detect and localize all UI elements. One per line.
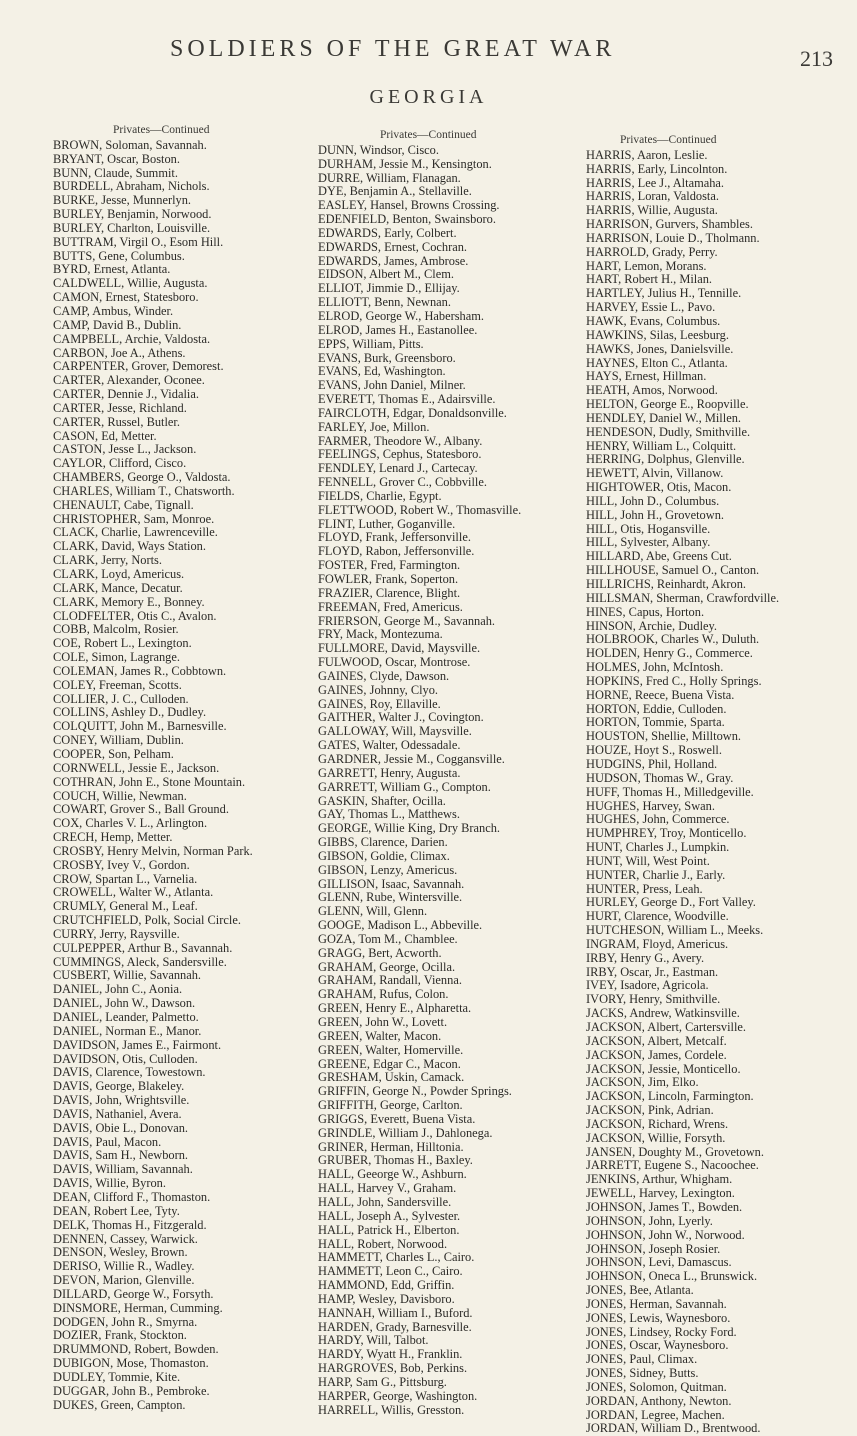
roster-entry: JACKSON, Albert, Cartersville. — [586, 1020, 747, 1034]
roster-entry: JONES, Solomon, Quitman. — [586, 1379, 727, 1394]
roster-entry: HOPKINS, Fred C., Holly Springs. — [586, 673, 762, 688]
roster-entry: GRIFFIN, George N., Powder Springs. — [318, 1084, 512, 1099]
roster-entry: HUNT, Will, West Point. — [586, 853, 710, 868]
roster-entry: HALL, Harvey V., Graham. — [318, 1181, 457, 1196]
column-1 — [53, 124, 323, 1412]
roster-entry: EPPS, William, Pitts. — [318, 336, 424, 351]
roster-entry: HENDESON, Dudly, Smithville. — [586, 424, 751, 439]
roster-entry: CAYLOR, Clifford, Cisco. — [53, 456, 187, 471]
roster-entry: HAMMETT, Charles L., Cairo. — [318, 1250, 475, 1265]
roster-entry: GREEN, Walter, Homerville. — [318, 1042, 464, 1057]
roster-entry: DANIEL, John C., Aonia. — [53, 982, 183, 997]
roster-entry: GAINES, Johnny, Clyo. — [318, 682, 439, 697]
roster-entry: JACKSON, Richard, Wrens. — [586, 1116, 729, 1131]
roster-entry: HUGHES, John, Commerce. — [586, 812, 730, 827]
roster-entry: ELROD, George W., Habersham. — [318, 308, 484, 323]
roster-entry: HARROLD, Grady, Perry. — [586, 244, 718, 259]
roster-entry: HOUSTON, Shellie, Milltown. — [586, 729, 742, 744]
roster-entry: COLEY, Freeman, Scotts. — [53, 677, 182, 692]
roster-entry: DILLARD, George W., Forsyth. — [53, 1286, 214, 1301]
roster-entry: HARP, Sam G., Pittsburg. — [318, 1374, 447, 1389]
roster-entry: DELK, Thomas H., Fitzgerald. — [53, 1217, 207, 1232]
roster-entry: FOWLER, Frank, Soperton. — [318, 572, 459, 586]
roster-entry: GILLISON, Isaac, Savannah. — [318, 876, 465, 891]
roster-entry: DURRE, William, Flanagan. — [318, 170, 461, 185]
roster-entry: HALL, Geeorge W., Ashburn. — [318, 1167, 467, 1182]
roster-entry: CHARLES, William T., Chatsworth. — [53, 483, 235, 498]
entry-list — [586, 149, 856, 1436]
roster-entry: HOLDEN, Henry G., Commerce. — [586, 646, 753, 661]
roster-entry: BURLEY, Charlton, Louisville. — [53, 220, 211, 235]
roster-entry: JENKINS, Arthur, Whigham. — [586, 1172, 733, 1187]
roster-entry: CRUMLY, General M., Leaf. — [53, 899, 198, 914]
roster-entry: JONES, Paul, Climax. — [586, 1352, 698, 1367]
roster-entry: HUTCHESON, William L., Meeks. — [586, 923, 764, 938]
roster-entry: HANNAH, William I., Buford. — [318, 1305, 473, 1320]
roster-entry: DANIEL, Norman E., Manor. — [53, 1023, 202, 1038]
roster-entry: DAVIS, William, Savannah. — [53, 1162, 193, 1177]
roster-entry: JACKSON, James, Cordele. — [586, 1047, 727, 1062]
page-number: 213 — [800, 46, 833, 71]
column-heading: Privates—Continued — [113, 124, 210, 136]
entry-list — [318, 144, 588, 1418]
roster-entry: CASTON, Jesse L., Jackson. — [53, 442, 197, 457]
roster-entry: DINSMORE, Herman, Cumming. — [53, 1300, 223, 1315]
roster-entry: CRECH, Hemp, Metter. — [53, 830, 173, 845]
roster-entry: HARRISON, Gurvers, Shambles. — [586, 217, 753, 232]
roster-entry: CHRISTOPHER, Sam, Monroe. — [53, 511, 215, 526]
roster-entry: HENDLEY, Daniel W., Millen. — [586, 410, 741, 425]
roster-entry: CAMPBELL, Archie, Valdosta. — [53, 331, 211, 346]
roster-entry: HAMP, Wesley, Davisboro. — [318, 1291, 455, 1306]
roster-entry: GRINER, Herman, Hilltonia. — [318, 1139, 464, 1154]
roster-entry: EVANS, Burk, Greensboro. — [318, 350, 456, 365]
roster-entry: GRINDLE, William J., Dahlonega. — [318, 1125, 493, 1140]
roster-entry: FARLEY, Joe, Millon. — [318, 419, 430, 434]
roster-entry: JOHNSON, John W., Norwood. — [586, 1227, 745, 1242]
roster-entry: FENDLEY, Lenard J., Cartecay. — [318, 461, 478, 476]
roster-entry: EDWARDS, Early, Colbert. — [318, 225, 457, 240]
roster-entry: DEVON, Marion, Glenville. — [53, 1273, 195, 1288]
roster-entry: JACKS, Andrew, Watkinsville. — [586, 1006, 740, 1021]
roster-entry: FOSTER, Fred, Farmington. — [318, 558, 461, 573]
roster-entry: JONES, Oscar, Waynesboro. — [586, 1338, 729, 1353]
roster-entry: CROSBY, Henry Melvin, Norman Park. — [53, 843, 253, 858]
roster-entry: FULLMORE, David, Maysville. — [318, 641, 481, 656]
roster-entry: JORDAN, William D., Brentwood. — [586, 1421, 761, 1436]
roster-entry: CROSBY, Ivey V., Gordon. — [53, 857, 190, 872]
column-heading: Privates—Continued — [380, 129, 477, 141]
roster-entry: GIBSON, Goldie, Climax. — [318, 848, 450, 863]
roster-entry: HARRELL, Willis, Gresston. — [318, 1402, 465, 1417]
roster-entry: HINSON, Archie, Dudley. — [586, 618, 717, 633]
roster-entry: GARRETT, William G., Compton. — [318, 779, 491, 794]
roster-entry: JONES, Herman, Savannah. — [586, 1296, 727, 1311]
roster-entry: DEAN, Clifford F., Thomaston. — [53, 1189, 211, 1204]
roster-entry: JOHNSON, James T., Bowden. — [586, 1199, 743, 1214]
roster-entry: DANIEL, Leander, Palmetto. — [53, 1010, 199, 1024]
roster-entry: GRESHAM, Uskin, Camack. — [318, 1070, 465, 1085]
roster-entry: DUNN, Windsor, Cisco. — [318, 142, 439, 157]
roster-entry: HARRIS, Lee J., Altamaha. — [586, 175, 724, 190]
column-2 — [318, 129, 588, 1417]
roster-entry: FENNELL, Grover C., Cobbville. — [318, 475, 487, 490]
roster-entry: FLOYD, Rabon, Jeffersonville. — [318, 544, 475, 559]
roster-entry: DAVIS, Clarence, Towestown. — [53, 1065, 206, 1080]
roster-entry: EASLEY, Hansel, Browns Crossing. — [318, 198, 500, 213]
roster-entry: DENNEN, Cassey, Warwick. — [53, 1231, 198, 1246]
roster-entry: JOHNSON, Joseph Rosier. — [586, 1241, 721, 1256]
roster-entry: HILLRICHS, Reinhardt, Akron. — [586, 577, 747, 591]
roster-entry: COUCH, Willie, Newman. — [53, 788, 187, 803]
roster-entry: HAYNES, Elton C., Atlanta. — [586, 355, 728, 370]
roster-entry: CARTER, Jesse, Richland. — [53, 400, 187, 415]
roster-entry: HAMMETT, Leon C., Cairo. — [318, 1264, 463, 1279]
roster-entry: BROWN, Soloman, Savannah. — [53, 137, 207, 152]
roster-entry: DUDLEY, Tommie, Kite. — [53, 1369, 181, 1384]
roster-entry: GLENN, Rube, Wintersville. — [318, 890, 463, 905]
roster-entry: DANIEL, John W., Dawson. — [53, 996, 196, 1011]
roster-entry: JOHNSON, Oneca L., Brunswick. — [586, 1269, 758, 1284]
roster-entry: HILL, John H., Grovetown. — [586, 507, 724, 522]
roster-entry: COLLINS, Ashley D., Dudley. — [53, 705, 207, 720]
roster-entry: HARDEN, Grady, Barnesville. — [318, 1319, 472, 1334]
roster-entry: CLARK, Jerry, Norts. — [53, 553, 162, 568]
roster-entry: JOHNSON, Levi, Damascus. — [586, 1255, 732, 1270]
roster-entry: GRIGGS, Everett, Buena Vista. — [318, 1111, 476, 1126]
roster-entry: FLINT, Luther, Goganville. — [318, 516, 456, 531]
roster-entry: GRAGG, Bert, Acworth. — [318, 945, 442, 960]
roster-entry: CORNWELL, Jessie E., Jackson. — [53, 760, 220, 775]
roster-entry: DYE, Benjamin A., Stellaville. — [318, 184, 472, 199]
roster-entry: JACKSON, Jim, Elko. — [586, 1075, 699, 1090]
roster-entry: HARRIS, Loran, Valdosta. — [586, 189, 719, 204]
roster-entry: COX, Charles V. L., Arlington. — [53, 816, 208, 831]
roster-entry: DUKES, Green, Campton. — [53, 1397, 186, 1412]
running-title: SOLDIERS OF THE GREAT WAR — [170, 36, 616, 62]
roster-entry: GALLOWAY, Will, Maysville. — [318, 724, 472, 739]
roster-entry: HALL, Patrick H., Elberton. — [318, 1222, 460, 1237]
roster-entry: CONEY, William, Dublin. — [53, 733, 184, 748]
roster-entry: CAMP, Ambus, Winder. — [53, 303, 174, 318]
roster-entry: COBB, Malcolm, Rosier. — [53, 622, 179, 637]
roster-entry: HUDGINS, Phil, Holland. — [586, 756, 718, 771]
roster-entry: CARPENTER, Grover, Demorest. — [53, 359, 224, 374]
roster-entry: JACKSON, Lincoln, Farmington. — [586, 1089, 754, 1104]
roster-entry: HARPER, George, Washington. — [318, 1388, 478, 1403]
roster-entry: DAVIS, Paul, Macon. — [53, 1134, 162, 1149]
roster-entry: HIGHTOWER, Otis, Macon. — [586, 480, 732, 495]
roster-entry: HART, Lemon, Morans. — [586, 258, 707, 273]
roster-entry: HUGHES, Harvey, Swan. — [586, 798, 715, 813]
roster-entry: CURRY, Jerry, Raysville. — [53, 926, 180, 941]
roster-entry: CAMON, Ernest, Statesboro. — [53, 290, 199, 305]
roster-entry: HUDSON, Thomas W., Gray. — [586, 770, 734, 785]
roster-entry: GOZA, Tom M., Chamblee. — [318, 931, 458, 946]
roster-entry: DOZIER, Frank, Stockton. — [53, 1328, 187, 1343]
roster-entry: HARVEY, Essie L., Pavo. — [586, 300, 716, 315]
roster-entry: HEWETT, Alvin, Villanow. — [586, 466, 724, 481]
roster-entry: GOOGE, Madison L., Abbeville. — [318, 918, 483, 933]
roster-entry: HARGROVES, Bob, Perkins. — [318, 1361, 468, 1376]
roster-entry: DAVIDSON, Otis, Culloden. — [53, 1051, 198, 1066]
roster-entry: HARRIS, Aaron, Leslie. — [586, 147, 708, 162]
roster-entry: HALL, John, Sandersville. — [318, 1194, 452, 1209]
roster-entry: CLARK, Memory E., Bonney. — [53, 594, 205, 609]
roster-entry: GRAHAM, Rufus, Colon. — [318, 987, 449, 1002]
roster-entry: JEWELL, Harvey, Lexington. — [586, 1186, 735, 1201]
roster-entry: IRBY, Oscar, Jr., Eastman. — [586, 964, 719, 979]
roster-entry: DURHAM, Jessie M., Kensington. — [318, 156, 492, 171]
roster-entry: GRUBER, Thomas H., Baxley. — [318, 1153, 473, 1168]
roster-entry: GLENN, Will, Glenn. — [318, 904, 428, 919]
roster-entry: GIBBS, Clarence, Darien. — [318, 835, 448, 850]
roster-entry: GAINES, Clyde, Dawson. — [318, 668, 450, 683]
roster-entry: COLE, Simon, Lagrange. — [53, 650, 180, 665]
roster-entry: GARRETT, Henry, Augusta. — [318, 765, 461, 780]
roster-entry: HORTON, Tommie, Sparta. — [586, 715, 725, 730]
roster-entry: HILLHOUSE, Samuel O., Canton. — [586, 563, 760, 578]
section-title: GEORGIA — [369, 86, 488, 108]
roster-entry: COTHRAN, John E., Stone Mountain. — [53, 774, 246, 789]
roster-entry: IVORY, Henry, Smithville. — [586, 992, 721, 1007]
roster-entry: EDENFIELD, Benton, Swainsboro. — [318, 212, 496, 227]
roster-entry: GARDNER, Jessie M., Coggansville. — [318, 751, 505, 766]
roster-entry: FIELDS, Charlie, Egypt. — [318, 488, 442, 503]
roster-entry: CARTER, Dennie J., Vidalia. — [53, 387, 199, 402]
roster-entry: FRAZIER, Clarence, Blight. — [318, 585, 461, 600]
roster-entry: HOLMES, John, McIntosh. — [586, 660, 724, 675]
roster-entry: COLEMAN, James R., Cobbtown. — [53, 663, 227, 678]
roster-entry: HARRIS, Willie, Augusta. — [586, 203, 718, 218]
roster-entry: JACKSON, Albert, Metcalf. — [586, 1033, 727, 1048]
roster-entry: BYRD, Ernest, Atlanta. — [53, 262, 171, 277]
roster-entry: ELROD, James H., Eastanollee. — [318, 322, 478, 337]
roster-entry: FULWOOD, Oscar, Montrose. — [318, 655, 471, 670]
roster-entry: JANSEN, Doughty M., Grovetown. — [586, 1144, 764, 1159]
roster-entry: HILL, Otis, Hogansville. — [586, 521, 711, 536]
roster-entry: EDWARDS, Ernest, Cochran. — [318, 239, 468, 254]
roster-entry: DAVIS, Obie L., Donovan. — [53, 1120, 189, 1135]
roster-entry: CLARK, Mance, Decatur. — [53, 580, 183, 595]
roster-entry: DAVIS, Sam H., Newborn. — [53, 1148, 189, 1163]
roster-entry: DUGGAR, John B., Pembroke. — [53, 1383, 210, 1398]
roster-entry: FREEMAN, Fred, Americus. — [318, 599, 463, 614]
entry-list — [53, 139, 323, 1413]
roster-entry: HORTON, Eddie, Culloden. — [586, 701, 727, 716]
roster-entry: HILL, John D., Columbus. — [586, 493, 720, 508]
roster-entry: JONES, Sidney, Butts. — [586, 1366, 699, 1381]
roster-entry: COOPER, Son, Pelham. — [53, 746, 174, 761]
roster-entry: FLETTWOOD, Robert W., Thomasville. — [318, 502, 522, 517]
column-heading: Privates—Continued — [620, 134, 717, 146]
roster-entry: HARRIS, Early, Lincolnton. — [586, 161, 728, 176]
roster-entry: HARDY, Wyatt H., Franklin. — [318, 1347, 463, 1362]
roster-entry: JONES, Lindsey, Rocky Ford. — [586, 1324, 737, 1339]
roster-entry: HAWKS, Jones, Danielsville. — [586, 341, 734, 356]
roster-entry: HURT, Clarence, Woodville. — [586, 909, 729, 924]
roster-entry: COLQUITT, John M., Barnesville. — [53, 719, 227, 734]
roster-entry: CROWELL, Walter W., Atlanta. — [53, 885, 214, 900]
roster-entry: JACKSON, Willie, Forsyth. — [586, 1130, 726, 1145]
roster-entry: JONES, Lewis, Waynesboro. — [586, 1310, 731, 1325]
roster-entry: HELTON, George E., Roopville. — [586, 397, 749, 412]
roster-entry: HUNTER, Charlie J., Early. — [586, 867, 726, 882]
roster-entry: FLOYD, Frank, Jeffersonville. — [318, 530, 471, 545]
roster-entry: CLARK, Loyd, Americus. — [53, 567, 185, 581]
roster-entry: GAITHER, Walter J., Covington. — [318, 710, 484, 725]
roster-entry: GRAHAM, Randall, Vienna. — [318, 973, 462, 988]
roster-entry: GREEN, Henry E., Alpharetta. — [318, 1001, 472, 1016]
roster-entry: DAVIS, John, Wrightsville. — [53, 1093, 190, 1108]
roster-entry: HINES, Capus, Horton. — [586, 604, 705, 619]
roster-entry: BRYANT, Oscar, Boston. — [53, 151, 180, 166]
roster-entry: IVEY, Isadore, Agricola. — [586, 978, 709, 993]
roster-entry: HALL, Robert, Norwood. — [318, 1236, 448, 1251]
roster-entry: GREEN, John W., Lovett. — [318, 1015, 448, 1029]
roster-entry: CUMMINGS, Aleck, Sandersville. — [53, 954, 227, 969]
roster-entry: HAWK, Evans, Columbus. — [586, 313, 721, 328]
roster-entry: GASKIN, Shafter, Ocilla. — [318, 793, 446, 808]
page-header — [0, 30, 857, 70]
roster-entry: HUNT, Charles J., Lumpkin. — [586, 840, 730, 855]
roster-entry: BURLEY, Benjamin, Norwood. — [53, 207, 212, 222]
roster-entry: CULPEPPER, Arthur B., Savannah. — [53, 940, 233, 955]
roster-entry: CUSBERT, Willie, Savannah. — [53, 968, 202, 983]
roster-entry: FARMER, Theodore W., Albany. — [318, 433, 483, 448]
roster-entry: DODGEN, John R., Smyrna. — [53, 1314, 198, 1329]
roster-entry: JACKSON, Jessie, Monticello. — [586, 1061, 741, 1076]
roster-entry: EDWARDS, James, Ambrose. — [318, 253, 469, 268]
roster-entry: HART, Robert H., Milan. — [586, 272, 713, 287]
roster-entry: GRIFFITH, George, Carlton. — [318, 1098, 463, 1113]
roster-entry: CAMP, David B., Dublin. — [53, 317, 182, 332]
roster-entry: HUNTER, Press, Leah. — [586, 881, 703, 896]
roster-entry: FEELINGS, Cephus, Statesboro. — [318, 447, 482, 462]
roster-entry: HALL, Joseph A., Sylvester. — [318, 1208, 461, 1223]
roster-entry: COE, Robert L., Lexington. — [53, 636, 192, 651]
roster-entry: GRAHAM, George, Ocilla. — [318, 959, 456, 974]
roster-entry: HAMMOND, Edd, Griffin. — [318, 1278, 455, 1293]
roster-entry: CARBON, Joe A., Athens. — [53, 345, 186, 360]
roster-entry: HUMPHREY, Troy, Monticello. — [586, 826, 747, 841]
roster-entry: DRUMMOND, Robert, Bowden. — [53, 1342, 219, 1357]
roster-entry: HEATH, Amos, Norwood. — [586, 383, 718, 398]
roster-entry: HORNE, Reece, Buena Vista. — [586, 687, 735, 702]
roster-entry: GREENE, Edgar C., Macon. — [318, 1056, 461, 1071]
roster-entry: GEORGE, Willie King, Dry Branch. — [318, 821, 501, 836]
roster-entry: JOHNSON, John, Lyerly. — [586, 1213, 713, 1228]
roster-entry: CARTER, Alexander, Oconee. — [53, 373, 205, 388]
roster-entry: CROW, Spartan L., Varnelia. — [53, 871, 198, 886]
roster-entry: EVANS, John Daniel, Milner. — [318, 378, 466, 393]
roster-entry: DUBIGON, Mose, Thomaston. — [53, 1356, 209, 1371]
roster-entry: HILL, Sylvester, Albany. — [586, 535, 711, 550]
roster-entry: IRBY, Henry G., Avery. — [586, 950, 705, 965]
roster-entry: INGRAM, Floyd, Americus. — [586, 936, 729, 951]
roster-entry: CARTER, Russel, Butler. — [53, 414, 180, 429]
roster-entry: DENSON, Wesley, Brown. — [53, 1245, 188, 1260]
roster-entry: BUTTS, Gene, Columbus. — [53, 248, 185, 263]
roster-entry: COLLIER, J. C., Culloden. — [53, 691, 189, 706]
roster-entry: JONES, Bee, Atlanta. — [586, 1283, 694, 1298]
roster-entry: FRY, Mack, Montezuma. — [318, 627, 443, 642]
roster-entry: BUNN, Claude, Summit. — [53, 165, 178, 180]
roster-entry: JARRETT, Eugene S., Nacoochee. — [586, 1158, 759, 1173]
roster-entry: BURKE, Jesse, Munnerlyn. — [53, 193, 192, 208]
roster-entry: EVANS, Ed, Washington. — [318, 364, 446, 379]
roster-entry: HAYS, Ernest, Hillman. — [586, 369, 707, 384]
roster-entry: JACKSON, Pink, Adrian. — [586, 1103, 714, 1118]
roster-entry: GATES, Walter, Odessadale. — [318, 738, 461, 753]
roster-entry: HOLBROOK, Charles W., Duluth. — [586, 632, 760, 647]
roster-entry: DEAN, Robert Lee, Tyty. — [53, 1203, 180, 1218]
roster-entry: DAVIS, Willie, Byron. — [53, 1176, 166, 1191]
roster-entry: DAVIS, George, Blakeley. — [53, 1079, 185, 1094]
roster-entry: COWART, Grover S., Ball Ground. — [53, 802, 229, 817]
roster-entry: CLARK, David, Ways Station. — [53, 539, 206, 554]
roster-entry: EIDSON, Albert M., Clem. — [318, 267, 454, 282]
roster-entry: EVERETT, Thomas E., Adairsville. — [318, 392, 496, 407]
roster-entry: HERRING, Dolphus, Glenville. — [586, 452, 745, 467]
roster-entry: GIBSON, Lenzy, Americus. — [318, 862, 458, 877]
roster-entry: HENRY, William L., Colquitt. — [586, 438, 737, 453]
roster-entry: BUTTRAM, Virgil O., Esom Hill. — [53, 234, 224, 249]
roster-entry: DAVIS, Nathaniel, Avera. — [53, 1106, 182, 1121]
roster-entry: HARDY, Will, Talbot. — [318, 1333, 429, 1348]
roster-entry: HAWKINS, Silas, Leesburg. — [586, 327, 729, 342]
roster-entry: HILLARD, Abe, Greens Cut. — [586, 549, 732, 564]
roster-entry: DAVIDSON, James E., Fairmont. — [53, 1037, 222, 1052]
column-3 — [586, 134, 856, 1436]
roster-entry: FAIRCLOTH, Edgar, Donaldsonville. — [318, 405, 507, 420]
roster-entry: HURLEY, George D., Fort Valley. — [586, 895, 756, 910]
roster-entry: CLODFELTER, Otis C., Avalon. — [53, 608, 217, 623]
roster-entry: JORDAN, Anthony, Newton. — [586, 1393, 732, 1408]
roster-entry: HOUZE, Hoyt S., Roswell. — [586, 743, 722, 758]
roster-entry: HILLSMAN, Sherman, Crawfordville. — [586, 590, 780, 605]
roster-entry: GAY, Thomas L., Matthews. — [318, 807, 460, 822]
roster-entry: ELLIOTT, Benn, Newnan. — [318, 295, 451, 310]
roster-entry: JORDAN, Legree, Machen. — [586, 1407, 725, 1422]
roster-entry: ELLIOT, Jimmie D., Ellijay. — [318, 281, 460, 296]
roster-entry: FRIERSON, George M., Savannah. — [318, 613, 496, 628]
roster-entry: CASON, Ed, Metter. — [53, 428, 157, 443]
roster-entry: GAINES, Roy, Ellaville. — [318, 696, 441, 711]
roster-entry: CALDWELL, Willie, Augusta. — [53, 276, 208, 291]
roster-entry: HARTLEY, Julius H., Tennille. — [586, 286, 742, 301]
roster-entry: CHAMBERS, George O., Valdosta. — [53, 470, 231, 485]
roster-entry: CHENAULT, Cabe, Tignall. — [53, 497, 194, 512]
roster-entry: CLACK, Charlie, Lawrenceville. — [53, 525, 218, 540]
roster-entry: BURDELL, Abraham, Nichols. — [53, 179, 210, 194]
roster-entry: CRUTCHFIELD, Polk, Social Circle. — [53, 913, 241, 928]
roster-entry: GREEN, Walter, Macon. — [318, 1028, 442, 1043]
roster-entry: HARRISON, Louie D., Tholmann. — [586, 230, 760, 245]
roster-entry: DERISO, Willie R., Wadley. — [53, 1259, 195, 1274]
roster-entry: HUFF, Thomas H., Milledgeville. — [586, 784, 754, 799]
